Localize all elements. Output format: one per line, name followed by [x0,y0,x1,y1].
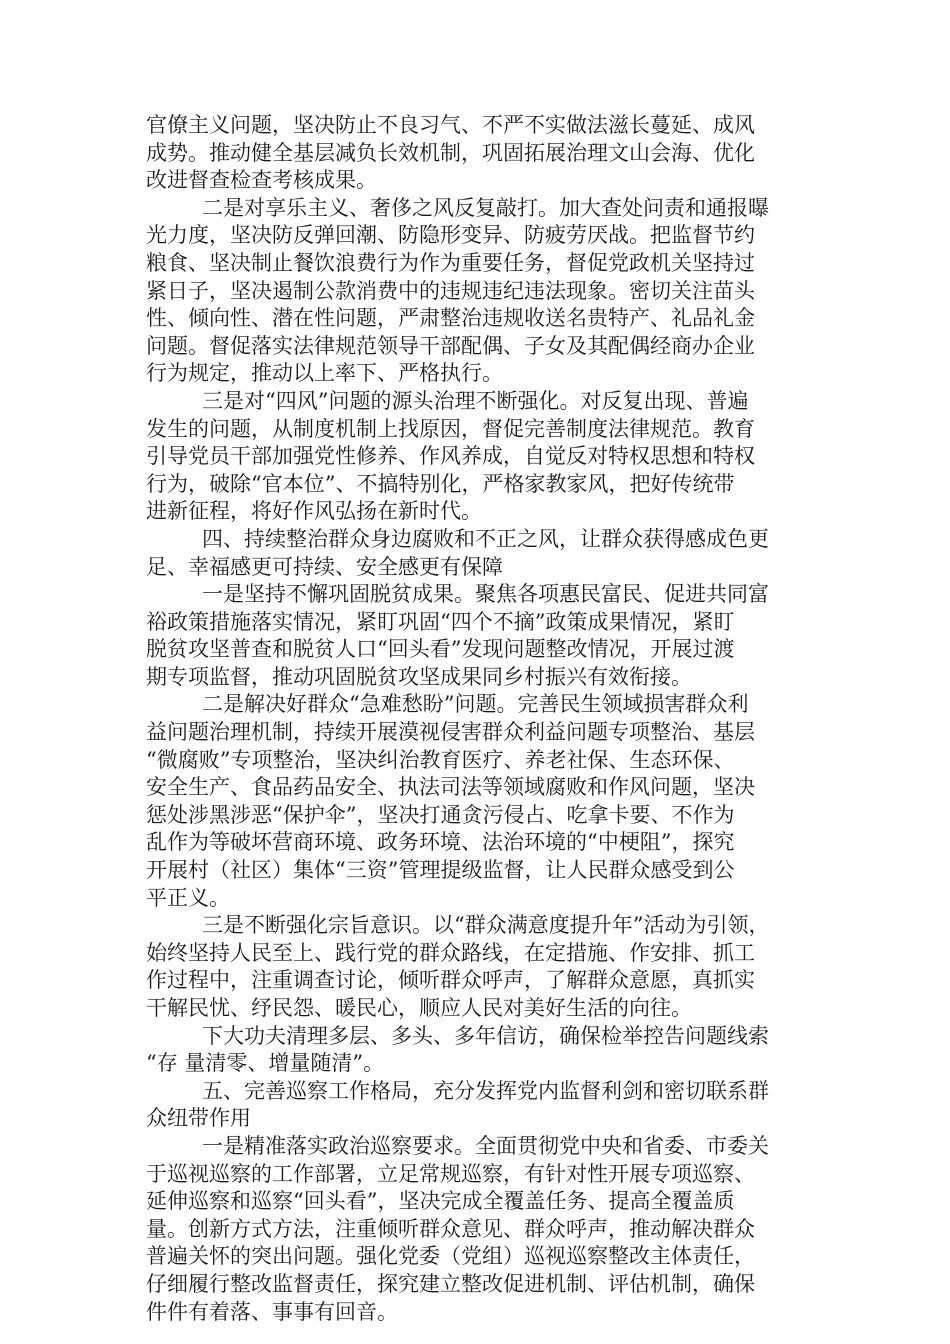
text-line: 三是不断强化宗旨意识。以“群众满意度提升年”活动为引领， [202,913,770,938]
text-line: 安全生产、食品药品安全、执法司法等领域腐败和作风问题，坚决 [146,775,755,800]
text-line: 始终坚持人民至上、践行党的群众路线，在定措施、作安排、抓工 [146,940,755,965]
text-line: 进新征程，将好作风弘扬在新时代。 [146,499,482,524]
text-line: 光力度，坚决防反弹回潮、防隐形变异、防疲劳厌战。把监督节约 [146,223,755,248]
text-line: 乱作为等破坏营商环境、政务环境、法治环境的“中梗阻”，探究 [146,830,735,855]
text-line: 粮食、坚决制止餐饮浪费行为作为重要任务，督促党政机关坚持过 [146,250,755,275]
text-line: 下大功夫清理多层、多头、多年信访，确保检举控告问题线索 [202,1023,769,1048]
text-line: 众纽带作用 [146,1106,251,1131]
text-line: 件件有着落、事事有回音。 [146,1299,398,1324]
text-line: 作过程中，注重调查讨论，倾听群众呼声，了解群众意愿，真抓实 [146,968,755,993]
text-line: 官僚主义问题，坚决防止不良习气、不严不实做法滋长蔓延、成风 [146,113,755,137]
text-line: 于巡视巡察的工作部署，立足常规巡察，有针对性开展专项巡察、 [146,1161,755,1186]
text-line: 三是对“四风”问题的源头治理不断强化。对反复出现、普遍 [202,388,749,413]
text-line: 惩处涉黑涉恶“保护伞”，坚决打通贪污侵占、吃拿卡要、不作为 [146,802,735,827]
text-line: 益问题治理机制，持续开展漠视侵害群众利益问题专项整治、基层 [146,720,755,745]
text-line: 性、倾向性、潜在性问题，严肃整治违规收送名贵特产、礼品礼金 [146,306,755,331]
text-line: 足、幸福感更可持续、安全感更有保障 [146,554,503,579]
text-line: 问题。督促落实法律规范领导干部配偶、子女及其配偶经商办企业 [146,333,755,358]
text-line: 延伸巡察和巡察“回头看”，坚决完成全覆盖任务、提高全覆盖质 [146,1189,735,1214]
text-line: 平正义。 [146,885,230,910]
document-body [146,112,810,1326]
text-line: 期专项监督，推动巩固脱贫攻坚成果同乡村振兴有效衔接。 [146,664,692,689]
text-line: 紧日子，坚决遏制公款消费中的违规违纪违法现象。密切关注苗头 [146,278,755,303]
text-line: 裕政策措施落实情况，紧盯巩固“四个不摘”政策成果情况，紧盯 [146,609,735,634]
text-line: 一是精准落实政治巡察要求。全面贯彻党中央和省委、市委关 [202,1133,769,1158]
text-line: 二是对享乐主义、奢侈之风反复敲打。加大查处问责和通报曝 [202,195,769,220]
text-line: “微腐败”专项整治，坚决纠治教育医疗、养老社保、生态环保、 [146,747,735,772]
text-line: 五、完善巡察工作格局，充分发挥党内监督利剑和密切联系群 [202,1078,769,1103]
text-line: 行为，破除“官本位”、不搞特别化，严格家教家风，把好传统带 [146,471,735,496]
text-line: 普遍关怀的突出问题。强化党委（党组）巡视巡察整改主体责任， [146,1244,755,1269]
text-line: 量。创新方式方法，注重倾听群众意见、群众呼声，推动解决群众 [146,1216,755,1241]
text-line: 行为规定，推动以上率下、严格执行。 [146,361,503,386]
text-line: 四、持续整治群众身边腐败和不正之风，让群众获得感成色更 [202,526,769,551]
text-line: 开展村（社区）集体“三资”管理提级监督，让人民群众感受到公 [146,858,735,883]
text-line: “存 量清零、增量随清”。 [146,1051,385,1076]
text-line: 改进督查检查考核成果。 [146,168,377,193]
text-line: 引导党员干部加强党性修养、作风养成，自觉反对特权思想和特权 [146,444,755,469]
text-line: 成势。推动健全基层减负长效机制，巩固拓展治理文山会海、优化 [146,140,755,165]
text-line: 脱贫攻坚普查和脱贫人口“回头看”发现问题整改情况，开展过渡 [146,637,735,662]
text-line: 二是解决好群众“急难愁盼”问题。完善民生领域损害群众利 [202,692,749,717]
text-line: 发生的问题，从制度机制上找原因，督促完善制度法律规范。教育 [146,416,755,441]
text-line: 一是坚持不懈巩固脱贫成果。聚焦各项惠民富民、促进共同富 [202,582,769,607]
text-line: 仔细履行整改监督责任，探究建立整改促进机制、评估机制，确保 [146,1271,755,1296]
text-line: 干解民忧、纾民怨、暖民心，顺应人民对美好生活的向往。 [146,996,692,1020]
